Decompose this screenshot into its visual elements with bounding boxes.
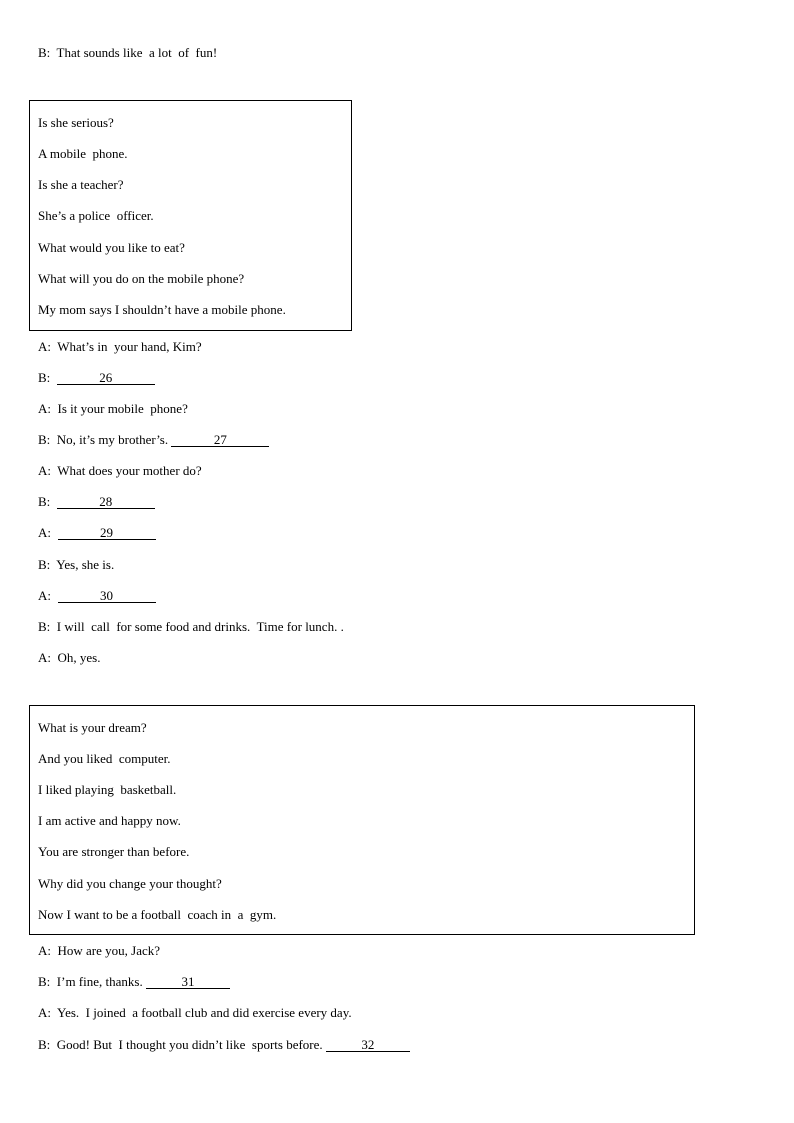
options-box-1	[29, 100, 352, 331]
option-item: My mom says I shouldn’t have a mobile phone.	[38, 302, 286, 317]
speaker-prefix: B:	[38, 494, 57, 509]
option-item: I am active and happy now.	[38, 813, 181, 828]
options-box-2	[29, 705, 695, 935]
dialogue-line: B: Yes, she is.	[38, 557, 115, 572]
dialogue-line	[38, 370, 155, 386]
dialogue-line	[38, 974, 230, 990]
option-item: Now I want to be a football coach in a gym.	[38, 907, 277, 922]
dialogue-line	[38, 432, 269, 448]
dialogue-line	[38, 494, 155, 510]
dialogue-line: A: What does your mother do?	[38, 463, 202, 478]
option-item: She’s a police officer.	[38, 208, 154, 223]
dialogue-line: A: What’s in your hand, Kim?	[38, 339, 202, 354]
dialogue-line: B: That sounds like a lot of fun!	[38, 45, 218, 60]
option-item: Is she serious?	[38, 115, 114, 130]
answer-blank-32[interactable]: 32	[326, 1038, 410, 1052]
dialogue-line: A: Oh, yes.	[38, 650, 101, 665]
dialogue-line	[38, 1037, 410, 1053]
speaker-prefix: A:	[38, 588, 58, 603]
dialogue-line: A: Is it your mobile phone?	[38, 401, 188, 416]
option-item: What is your dream?	[38, 720, 147, 735]
option-item: A mobile phone.	[38, 146, 128, 161]
option-item: Is she a teacher?	[38, 177, 124, 192]
dialogue-line: A: Yes. I joined a football club and did exercise every day.	[38, 1005, 352, 1020]
answer-blank-27[interactable]: 27	[171, 433, 269, 447]
answer-blank-31[interactable]: 31	[146, 975, 230, 989]
answer-blank-28[interactable]: 28	[57, 495, 155, 509]
option-item: You are stronger than before.	[38, 844, 190, 859]
dialogue-line: A: How are you, Jack?	[38, 943, 161, 958]
speaker-prefix: A:	[38, 525, 58, 540]
speaker-prefix: B: No, it’s my brother’s.	[38, 432, 172, 447]
answer-blank-30[interactable]: 30	[58, 589, 156, 603]
dialogue-line	[38, 525, 156, 541]
option-item: And you liked computer.	[38, 751, 171, 766]
speaker-prefix: B: I’m fine, thanks.	[38, 974, 146, 989]
answer-blank-26[interactable]: 26	[57, 371, 155, 385]
option-item: Why did you change your thought?	[38, 876, 222, 891]
answer-blank-29[interactable]: 29	[58, 526, 156, 540]
dialogue-line	[38, 588, 156, 604]
option-item: What will you do on the mobile phone?	[38, 271, 245, 286]
speaker-prefix: B:	[38, 370, 57, 385]
speaker-prefix: B: Good! But I thought you didn’t like sports before.	[38, 1037, 326, 1052]
option-item: What would you like to eat?	[38, 240, 185, 255]
dialogue-line: B: I will call for some food and drinks. Time for lunch. .	[38, 619, 344, 634]
option-item: I liked playing basketball.	[38, 782, 177, 797]
